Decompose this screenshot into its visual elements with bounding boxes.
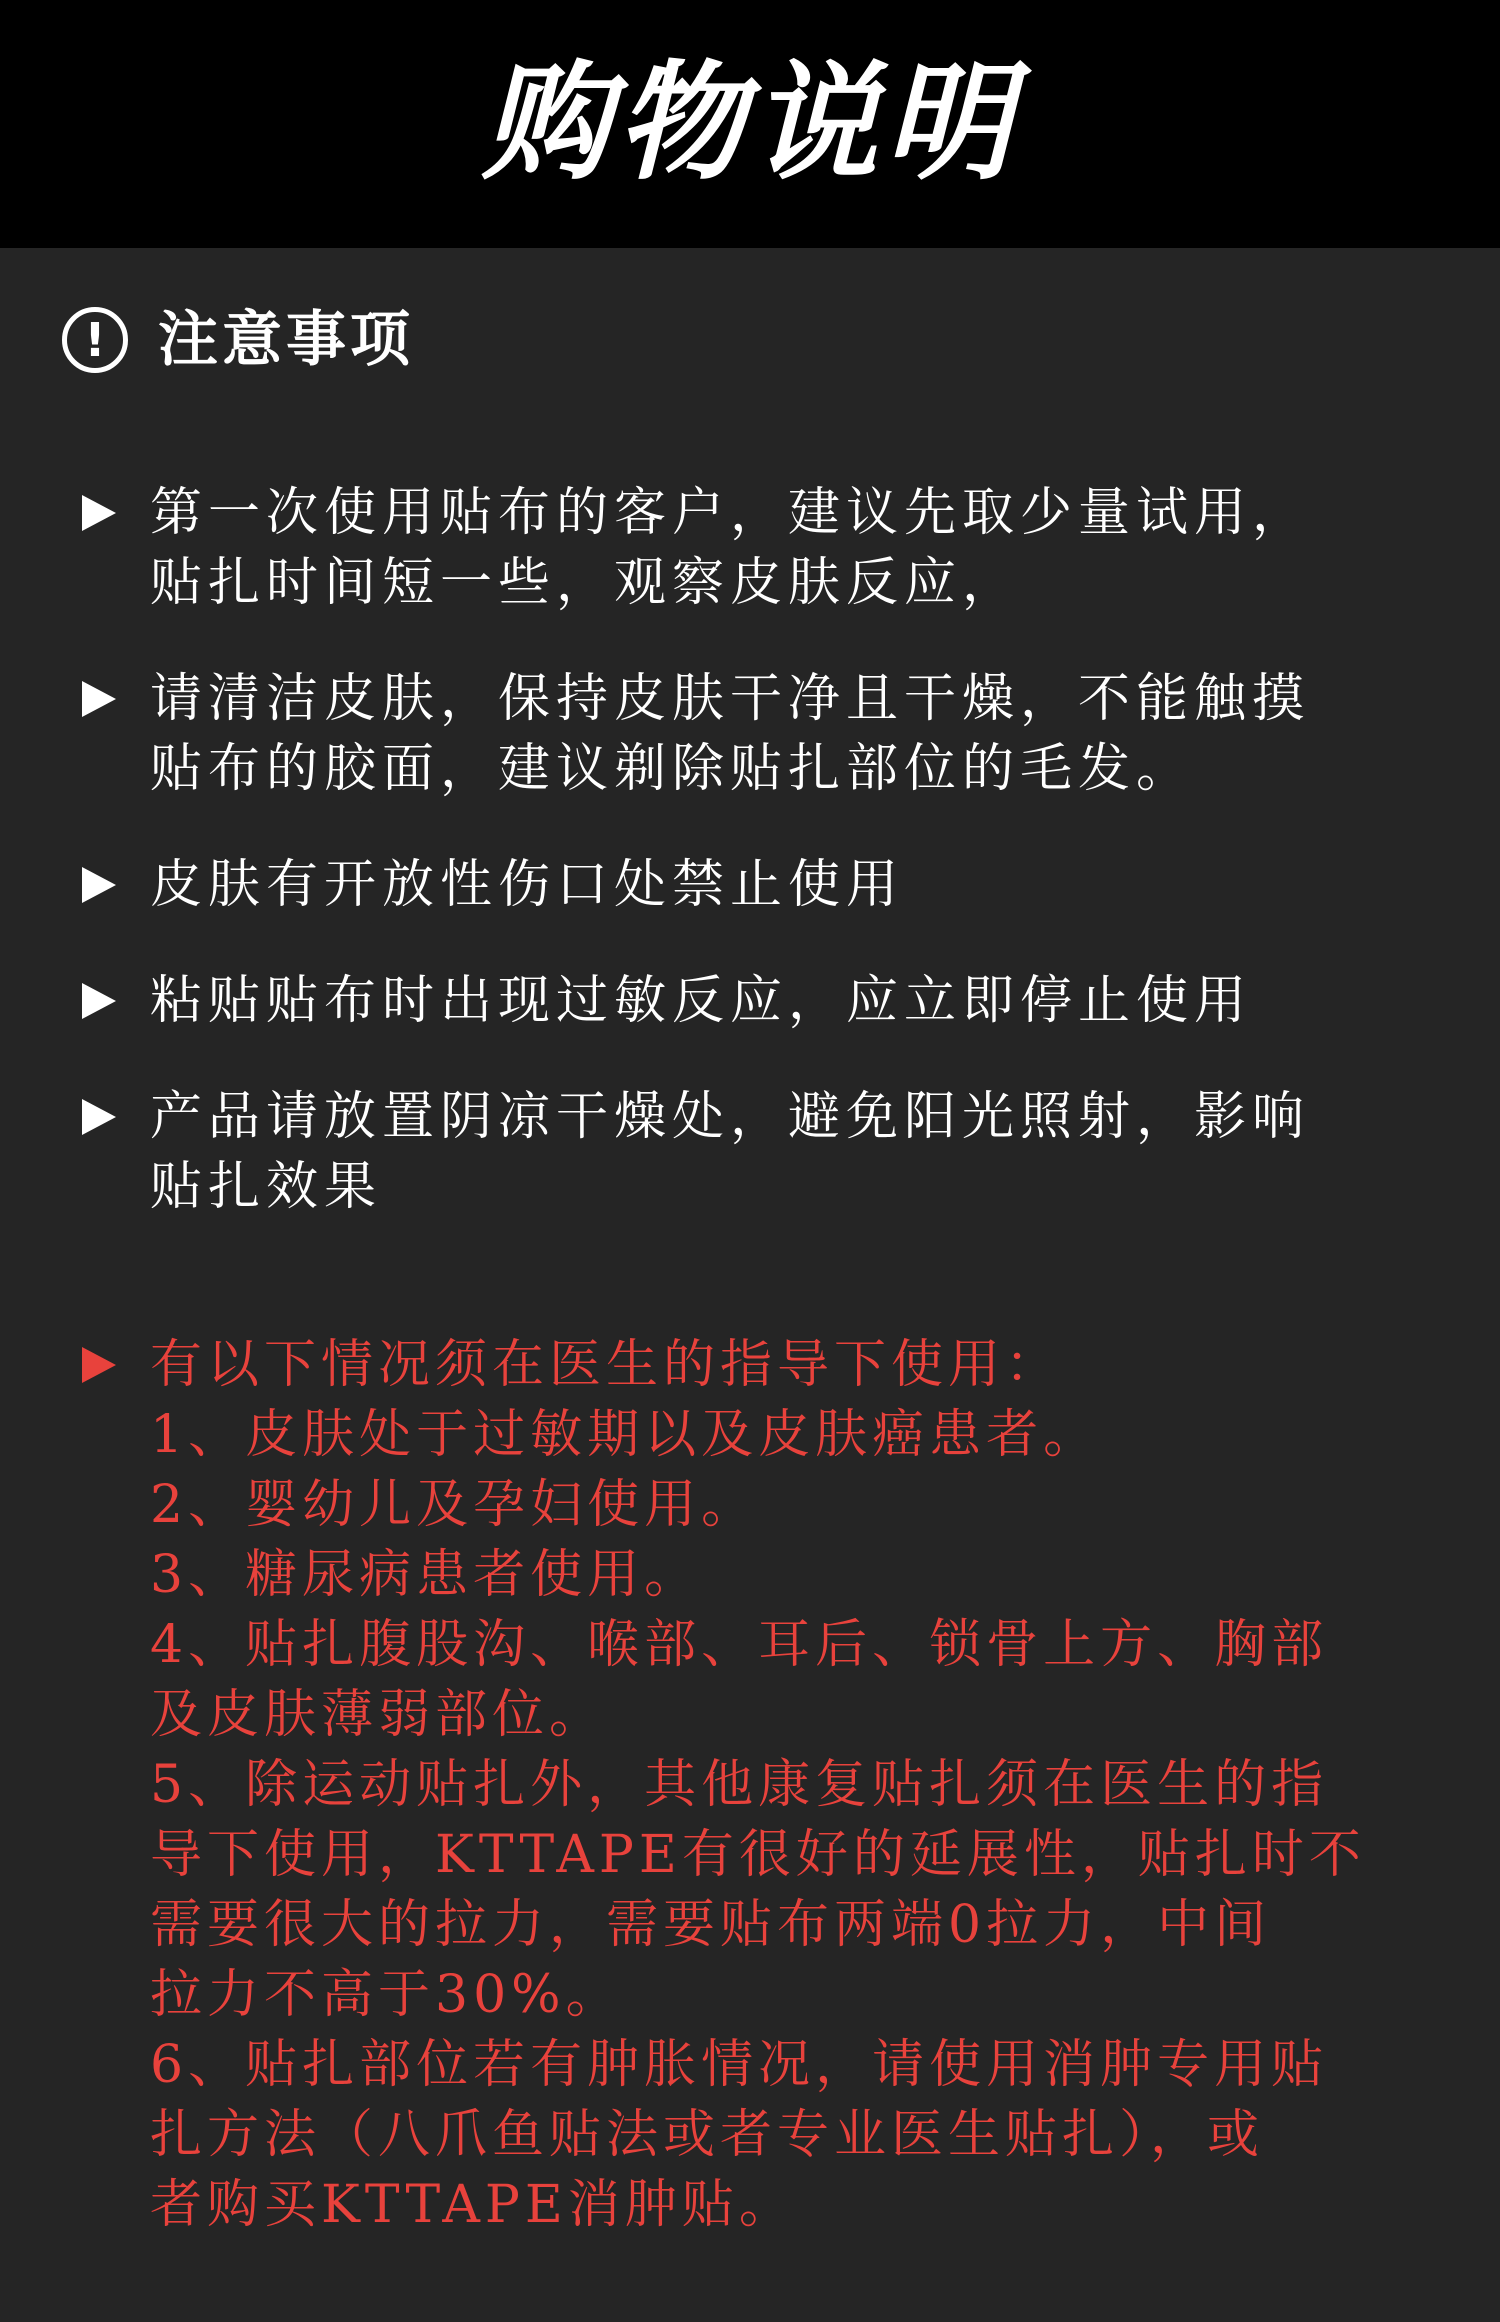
warning-line: 拉力不高于30%。 (150, 1965, 623, 2025)
note-text: 皮肤有开放性伤口处禁止使用 (150, 855, 905, 915)
warning-line: 扎方法（八爪鱼贴法或者专业医生贴扎），或 (150, 2105, 1265, 2165)
note-text: 粘贴贴布时出现过敏反应，应立即停止使用 (150, 971, 1253, 1031)
note-text: 请清洁皮肤，保持皮肤干净且干燥，不能触摸 贴布的胶面，建议剃除贴扎部位的毛发。 (150, 669, 1311, 799)
section-header (62, 300, 414, 380)
header-banner (0, 0, 1500, 248)
warning-line: 及皮肤薄弱部位。 (150, 1685, 607, 1745)
triangle-bullet-icon (82, 1099, 116, 1135)
triangle-bullet-icon (82, 1347, 116, 1383)
list-item (82, 966, 1422, 1036)
warning-line: 5、除运动贴扎外，其他康复贴扎须在医生的指 (150, 1755, 1329, 1815)
warning-block (82, 1330, 1422, 2240)
warning-line: 6、贴扎部位若有肿胀情况，请使用消肿专用贴 (150, 2035, 1329, 2095)
triangle-bullet-icon (82, 681, 116, 717)
page-title: 购物说明 (481, 49, 1018, 198)
exclamation-circle-icon: ! (62, 307, 128, 373)
warning-line: 者购买KTTAPE消肿贴。 (150, 2175, 796, 2235)
warning-line: 需要很大的拉力，需要贴布两端0拉力，中间 (150, 1895, 1272, 1955)
section-title: 注意事项 (158, 305, 414, 375)
warning-line: 4、贴扎腹股沟、喉部、耳后、锁骨上方、胸部 (150, 1615, 1329, 1675)
list-item (82, 1082, 1422, 1222)
note-text: 产品请放置阴凉干燥处，避免阳光照射，影响 贴扎效果 (150, 1087, 1311, 1217)
warning-heading: 有以下情况须在医生的指导下使用： (150, 1335, 1063, 1395)
list-item (82, 850, 1422, 920)
list-item (82, 664, 1422, 804)
note-text: 第一次使用贴布的客户，建议先取少量试用， 贴扎时间短一些，观察皮肤反应， (150, 483, 1311, 613)
triangle-bullet-icon (82, 867, 116, 903)
triangle-bullet-icon (82, 983, 116, 1019)
triangle-bullet-icon (82, 495, 116, 531)
list-item (82, 478, 1422, 618)
warning-body (150, 1330, 1422, 2240)
warning-line: 1、皮肤处于过敏期以及皮肤癌患者。 (150, 1405, 1101, 1465)
warning-line: 3、糖尿病患者使用。 (150, 1545, 702, 1605)
warning-line: 导下使用，KTTAPE有很好的延展性，贴扎时不 (150, 1825, 1366, 1885)
warning-line: 2、婴幼儿及孕妇使用。 (150, 1475, 759, 1535)
notes-list (82, 478, 1422, 1268)
